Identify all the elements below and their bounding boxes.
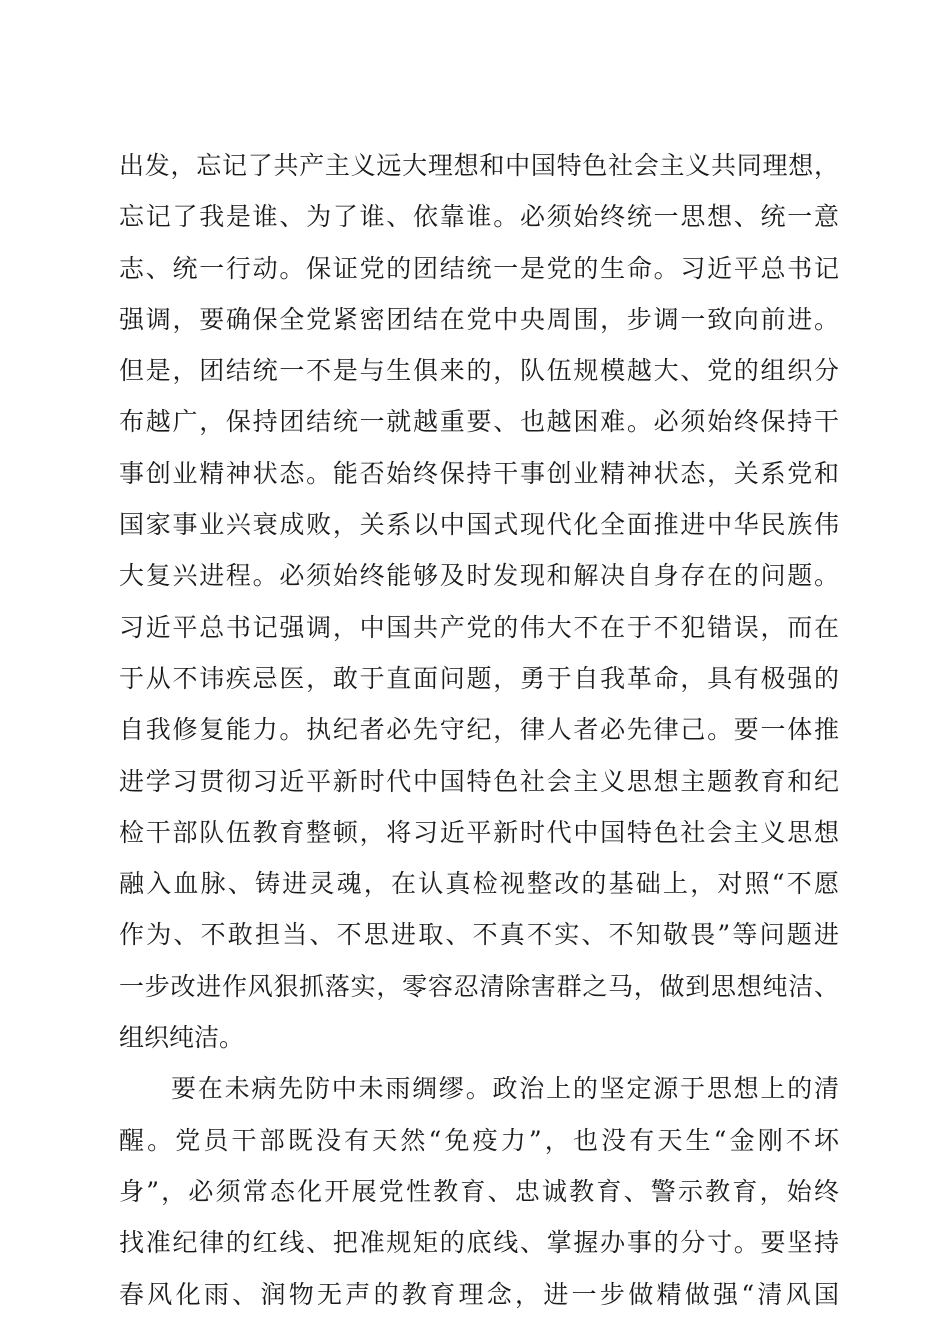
text-line-13: 进学习贯彻习近平新时代中国特色社会主义思想主题教育和纪 — [119, 766, 839, 796]
text-line-20: 醒。党员干部既没有天然“免疫力”，也没有天生“金刚不坏 — [119, 1125, 839, 1155]
text-line-8: 国家事业兴衰成败，关系以中国式现代化全面推进中华民族伟 — [119, 510, 839, 540]
text-line-14: 检干部队伍教育整顿，将习近平新时代中国特色社会主义思想 — [119, 817, 839, 847]
text-line-21: 身”，必须常态化开展党性教育、忠诚教育、警示教育，始终 — [119, 1176, 839, 1206]
text-line-1: 出发，忘记了共产主义远大理想和中国特色社会主义共同理想， — [119, 151, 839, 180]
text-line-5: 但是，团结统一不是与生俱来的，队伍规模越大、党的组织分 — [119, 356, 839, 386]
text-line-3: 志、统一行动。保证党的团结统一是党的生命。习近平总书记 — [119, 253, 839, 283]
text-line-10: 习近平总书记强调，中国共产党的伟大不在于不犯错误，而在 — [119, 612, 839, 642]
text-line-11: 于从不讳疾忌医，敢于直面问题，勇于自我革命，具有极强的 — [119, 663, 839, 693]
text-line-6: 布越广，保持团结统一就越重要、也越困难。必须始终保持干 — [119, 407, 839, 437]
text-line-15: 融入血脉、铸进灵魂，在认真检视整改的基础上，对照“不愿 — [119, 869, 839, 899]
text-line-23: 春风化雨、润物无声的教育理念，进一步做精做强“清风国 — [119, 1279, 839, 1309]
text-line-4: 强调，要确保全党紧密团结在党中央周围，步调一致向前进。 — [119, 304, 839, 334]
text-line-16: 作为、不敢担当、不思进取、不真不实、不知敬畏”等问题进 — [119, 920, 839, 950]
text-line-2: 忘记了我是谁、为了谁、依靠谁。必须始终统一思想、统一意 — [119, 202, 839, 232]
text-line-22: 找准纪律的红线、把准规矩的底线、掌握办事的分寸。要坚持 — [119, 1228, 839, 1258]
text-line-12: 自我修复能力。执纪者必先守纪，律人者必先律己。要一体推 — [119, 715, 839, 745]
text-line-18: 组织纯洁。 — [119, 1023, 245, 1053]
body-text — [119, 140, 839, 1320]
text-line-7: 事创业精神状态。能否始终保持干事创业精神状态，关系党和 — [119, 458, 839, 488]
text-line-9: 大复兴进程。必须始终能够及时发现和解决自身存在的问题。 — [119, 561, 839, 591]
text-line-19: 要在未病先防中未雨绸缪。政治上的坚定源于思想上的清 — [171, 1074, 839, 1104]
text-line-17: 一步改进作风狠抓落实，零容忍清除害群之马，做到思想纯洁、 — [119, 971, 839, 1001]
